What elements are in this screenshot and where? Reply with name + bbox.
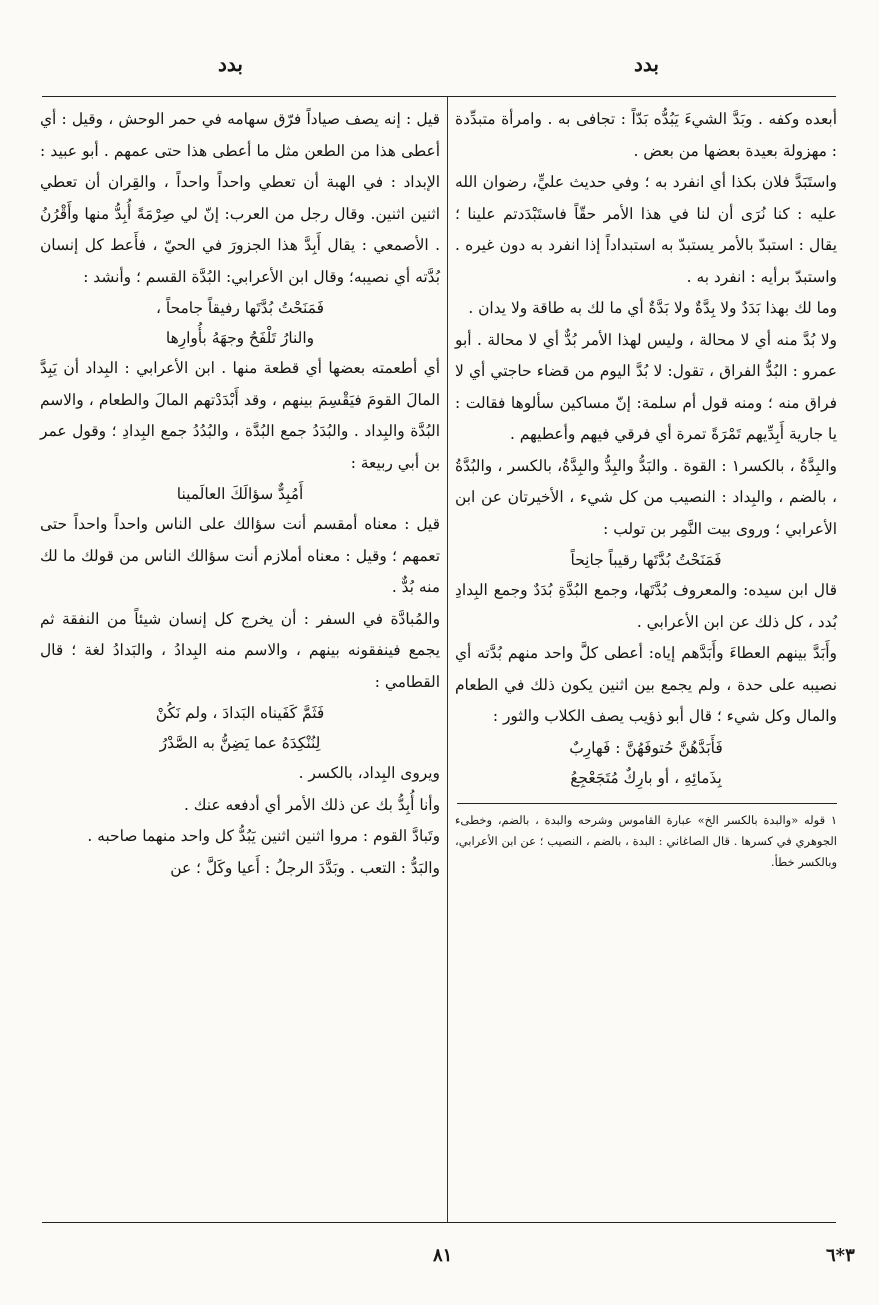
entry-paragraph: وتَبادَّ القوم : مروا اثنين اثنين يَبُدُّ كل واحد منهما صاحبه . — [87, 827, 440, 845]
poetry-verse: لِنُنْكِدَهُ عما يَضِنُّ به الصَّدْرُ — [159, 734, 321, 752]
entry-paragraph: والبَدُّ : التعب . وبَدَّدَ الرجلُ : أَعيا وكَلَّ ؛ عن — [170, 858, 440, 877]
entry-paragraph: ولا بُدَّ منه أي لا محالة ، وليس لهذا الأمر بُدٌّ أي لا محالة . أبو عمرو : البُدُّ الفراق ، تقول: لا بُدَّ اليوم من قضاء حاجتي أي لا فراق منه ؛ ومنه قول أم سلمة: إنّ مساكين سألوها فقالت : يا جارية أَبِدِّيهم تَمْرَةً تمرة أي فرقي فيهم وأعطيهم . — [455, 330, 837, 443]
entry-paragraph: واستَبَدَّ فلان بكذا أي انفرد به ؛ وفي حديث عليٍّ، رضوان الله عليه : كنا نُرَى أن لنا في هذا الأمر حقّاً فاستَبْدَدتم علينا ؛ يقال : استبدّ بالأمر يستبدّ به استبداداً إذا انفرد به دون غيره . واستبدّ برأيه : انفرد به . — [455, 173, 837, 286]
entry-paragraph: ويروى البِداد، بالكسر . — [298, 764, 440, 782]
entry-paragraph: وما لك بهذا بَدَدٌ ولا بِدَّةٌ ولا بَدَّةٌ أي ما لك به طاقة ولا يدان . — [468, 299, 837, 317]
entry-paragraph: والبِدَّةُ ، بالكسر١ : القوة . والبَدُّ والبِدُّ والبِدَّةُ، بالكسر ، والبُدَّةُ ، بالضم ، والبِداد : النصيب من كل شيء ، الأخيرتان عن ابن الأعرابي ؛ وروى بيت النَّمِر بن تولب : — [455, 456, 837, 538]
poetry-verse: فَأَبَدَّهُنَّ حُتوفَهُنَّ : فَهارِبٌ — [569, 738, 723, 757]
entry-paragraph: قال ابن سيده: والمعروف بُدَّتَها، وجمع البُدَّةِ بُدَدٌ وجمع البِدادِ بُدد ، كل ذلك عن ابن الأعرابي . — [455, 581, 837, 631]
poetry-verse: بِذَمائِهِ ، أو بارِكٌ مُتَجَعْجِعُ — [570, 768, 722, 787]
entry-paragraph: أي أطعمته بعضها أي قطعة منها . ابن الأعرابي : البِداد أن يَبِدَّ المالَ القومَ فيَقْسِمَ بينهم ، وقد أَبْدَدْتهم المالَ والطعام ، والاسم البُدَّة والبِداد . والبُدَدُ جمع البُدَّة ، والبُدُدُ جمع البِدادِ ؛ وقول عمر بن أبي ربيعة : — [40, 359, 440, 472]
entry-paragraph: قيل : إنه يصف صياداً فرّق سهامه في حمر الوحش ، وقيل : أي أعطى هذا من الطعن مثل ما أعطى هذا حتى عمهم . أبو عبيد : الإبداد : في الهبة أن تعطي واحداً واحداً ، والقِران أن تعطي اثنين اثنين. وقال رجل من العرب: إنّ لي صِرْمَةً أُبِدُّ منها وأَقْرُنُ . الأصمعي : يقال أَبِدَّ هذا الجزورَ في الحيّ ، فأَعط كل إنسان بُدَّته أي نصيبه؛ وقال ابن الأعرابي: البُدَّة القسم ؛ وأنشد : — [40, 110, 440, 286]
entry-paragraph: وأنا أُبِدُّ بك عن ذلك الأمر أي أدفعه عنك . — [184, 795, 440, 814]
right-column — [455, 104, 837, 873]
poetry-verse: أَمُبِدٌّ سؤالَكَ العالَمينا — [176, 485, 304, 503]
poetry-verse: فَمَنَحْتُ بُدَّتَها رفيقاً جامحاً ، — [156, 299, 324, 317]
entry-paragraph: والمُبادَّة في السفر : أن يخرج كل إنسان شيئاً من النفقة ثم يجمع فينفقونه بينهم ، والاسم منه البِدادُ ، والبَدادُ لغة ؛ قال القطامي : — [40, 609, 440, 691]
signature-mark: ٣*٦ — [826, 1245, 855, 1266]
footnote: ١ قوله «والبدة بالكسر الخ» عبارة القاموس وشرحه والبدة ، بالضم، وخطىء الجوهري في كسرها . قال الصاغاني : البدة ، بالضم ، النصيب ؛ عن ابن الأعرابي، وبالكسر خطأ. — [455, 812, 837, 869]
poetry-verse: فَمَنَحْتُ بُدَّتَها رقيباً جانِحاً — [570, 551, 722, 569]
entry-paragraph: أبعده وكفه . وبَدَّ الشيءَ يَبُدُّه بَدّاً : تجافى به . وامرأة متبدِّدة : مهزولة بعيدة بعضها من بعض . — [455, 110, 837, 160]
running-header-left: بدد — [218, 52, 243, 76]
running-header-right: بدد — [634, 52, 659, 76]
footer-rule — [42, 1222, 836, 1223]
left-column — [40, 104, 440, 884]
poetry-verse: فَثَمَّ كَفَيناه البَدادَ ، ولم نَكُنْ — [155, 704, 325, 722]
page-number: ٨١ — [433, 1245, 453, 1266]
column-divider — [447, 97, 448, 1222]
entry-paragraph: قيل : معناه أمقسم أنت سؤالك على الناس واحداً واحداً حتى تعمهم ؛ وقيل : معناه أملازم أنت سؤالك الناس من قولك ما لك منه بُدٌّ . — [40, 515, 440, 596]
entry-paragraph: وأَبَدَّ بينهم العطاءَ وأَبَدَّهم إياه: أعطى كلَّ واحد منهم بُدَّته أي نصيبه على حدة ، ولم يجمع بين اثنين يكون ذلك في الطعام والمال وكل شيء ؛ قال أبو ذؤيب يصف الكلاب والثور : — [455, 644, 837, 725]
header-rule — [42, 96, 836, 97]
footnote-rule — [457, 803, 837, 804]
poetry-verse: والنارُ تَلْفَحُ وجهَهُ بأُوارِها — [165, 329, 315, 347]
